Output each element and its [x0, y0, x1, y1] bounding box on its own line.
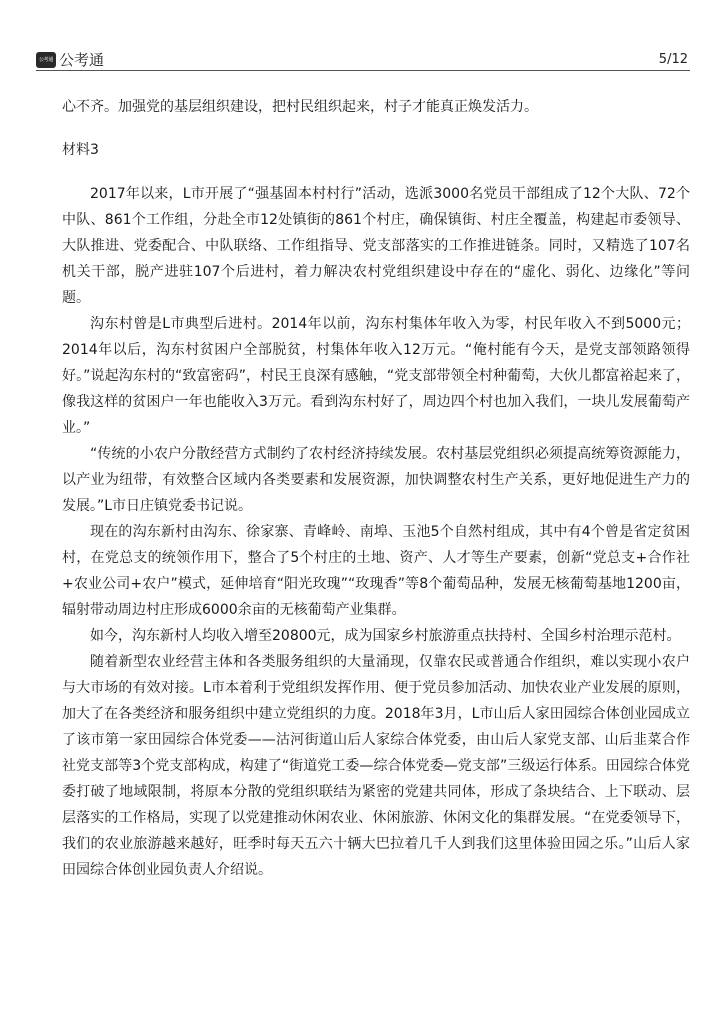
paragraph: “传统的小农户分散经营方式制约了农村经济持续发展。农村基层党组织必须提高统筹资源能力，以产业为纽带，有效整合区域内各类要素和发展资源，加快调整农村生产关系，更好地促进生产力的发展。”L市日庄镇党委书记说。 — [62, 446, 690, 514]
logo-text: 公考通 — [59, 51, 105, 69]
page-header — [36, 40, 690, 71]
paragraph: 随着新型农业经营主体和各类服务组织的大量涌现，仅靠农民或普通合作组织，难以实现小农户与大市场的有效对接。L市本着利于党组织发挥作用、便于党员参加活动、加快农业产业发展的原则，加大了在各类经济和服务组织中建立党组织的力度。2018年3月，L市山后人家田园综合体创业园成立了该市第一家田园综合体党委——沽河街道山后人家综合体党委，由山后人家党支部、山后韭菜合作社党支部等3个党支部构成，构建了“街道党工委—综合体党委—党支部”三级运行体系。田园综合体党委打破了地域限制，将原本分散的党组织联结为紧密的党建共同体，形成了条块结合、上下联动、层层落实的工作格局，实现了以党建推动休闲农业、休闲旅游、休闲文化的集群发展。“在党委领导下，我们的农业旅游越来越好，旺季时每天五六十辆大巴拉着几千人到我们这里体验田园之乐。”山后人家田园综合体创业园负责人介绍说。 — [62, 654, 690, 878]
paragraph: 沟东村曾是L市典型后进村。2014年以前，沟东村集体年收入为零，村民年收入不到5000元；2014年以后，沟东村贫困户全部脱贫，村集体年收入12万元。“俺村能有今天，是党支部领路领得好。”说起沟东村的“致富密码”，村民王良深有感触，“党支部带领全村种葡萄，大伙儿都富裕起来了，像我这样的贫困户一年也能收入3万元。看到沟东村好了，周边四个村也加入我们，一块儿发展葡萄产业。” — [62, 316, 690, 436]
page-number: 5/12 — [658, 52, 688, 67]
brand-logo — [36, 49, 104, 70]
paragraph: 如今，沟东新村人均收入增至20800元，成为国家乡村旅游重点扶持村、全国乡村治理示范村。 — [90, 628, 681, 644]
intro-paragraph: 心不齐。加强党的基层组织建设，把村民组织起来，村子才能真正焕发活力。 — [62, 99, 538, 115]
section-title: 材料3 — [62, 142, 99, 158]
document-body — [62, 94, 690, 883]
paragraph: 现在的沟东新村由沟东、徐家寨、青峰岭、南埠、玉池5个自然村组成，其中有4个曾是省定贫困村，在党总支的统领作用下，整合了5个村庄的土地、资产、人才等生产要素，创新“党总支+合作社+农业公司+农户”模式，延伸培育“阳光玫瑰”“玫瑰香”等8个葡萄品种，发展无核葡萄基地1200亩，辐射带动周边村庄形成6000余亩的无核葡萄产业集群。 — [62, 524, 690, 618]
logo-badge-icon: 公考通 — [36, 52, 56, 68]
paragraph: 2017年以来，L市开展了“强基固本村村行”活动，选派3000名党员干部组成了12个大队、72个中队、861个工作组，分赴全市12处镇街的861个村庄，确保镇街、村庄全覆盖，构建起市委领导、大队推进、党委配合、中队联络、工作组指导、党支部落实的工作推进链条。同时，又精选了107名机关干部，脱产进驻107个后进村，着力解决农村党组织建设中存在的“虚化、弱化、边缘化”等问题。 — [62, 186, 690, 306]
